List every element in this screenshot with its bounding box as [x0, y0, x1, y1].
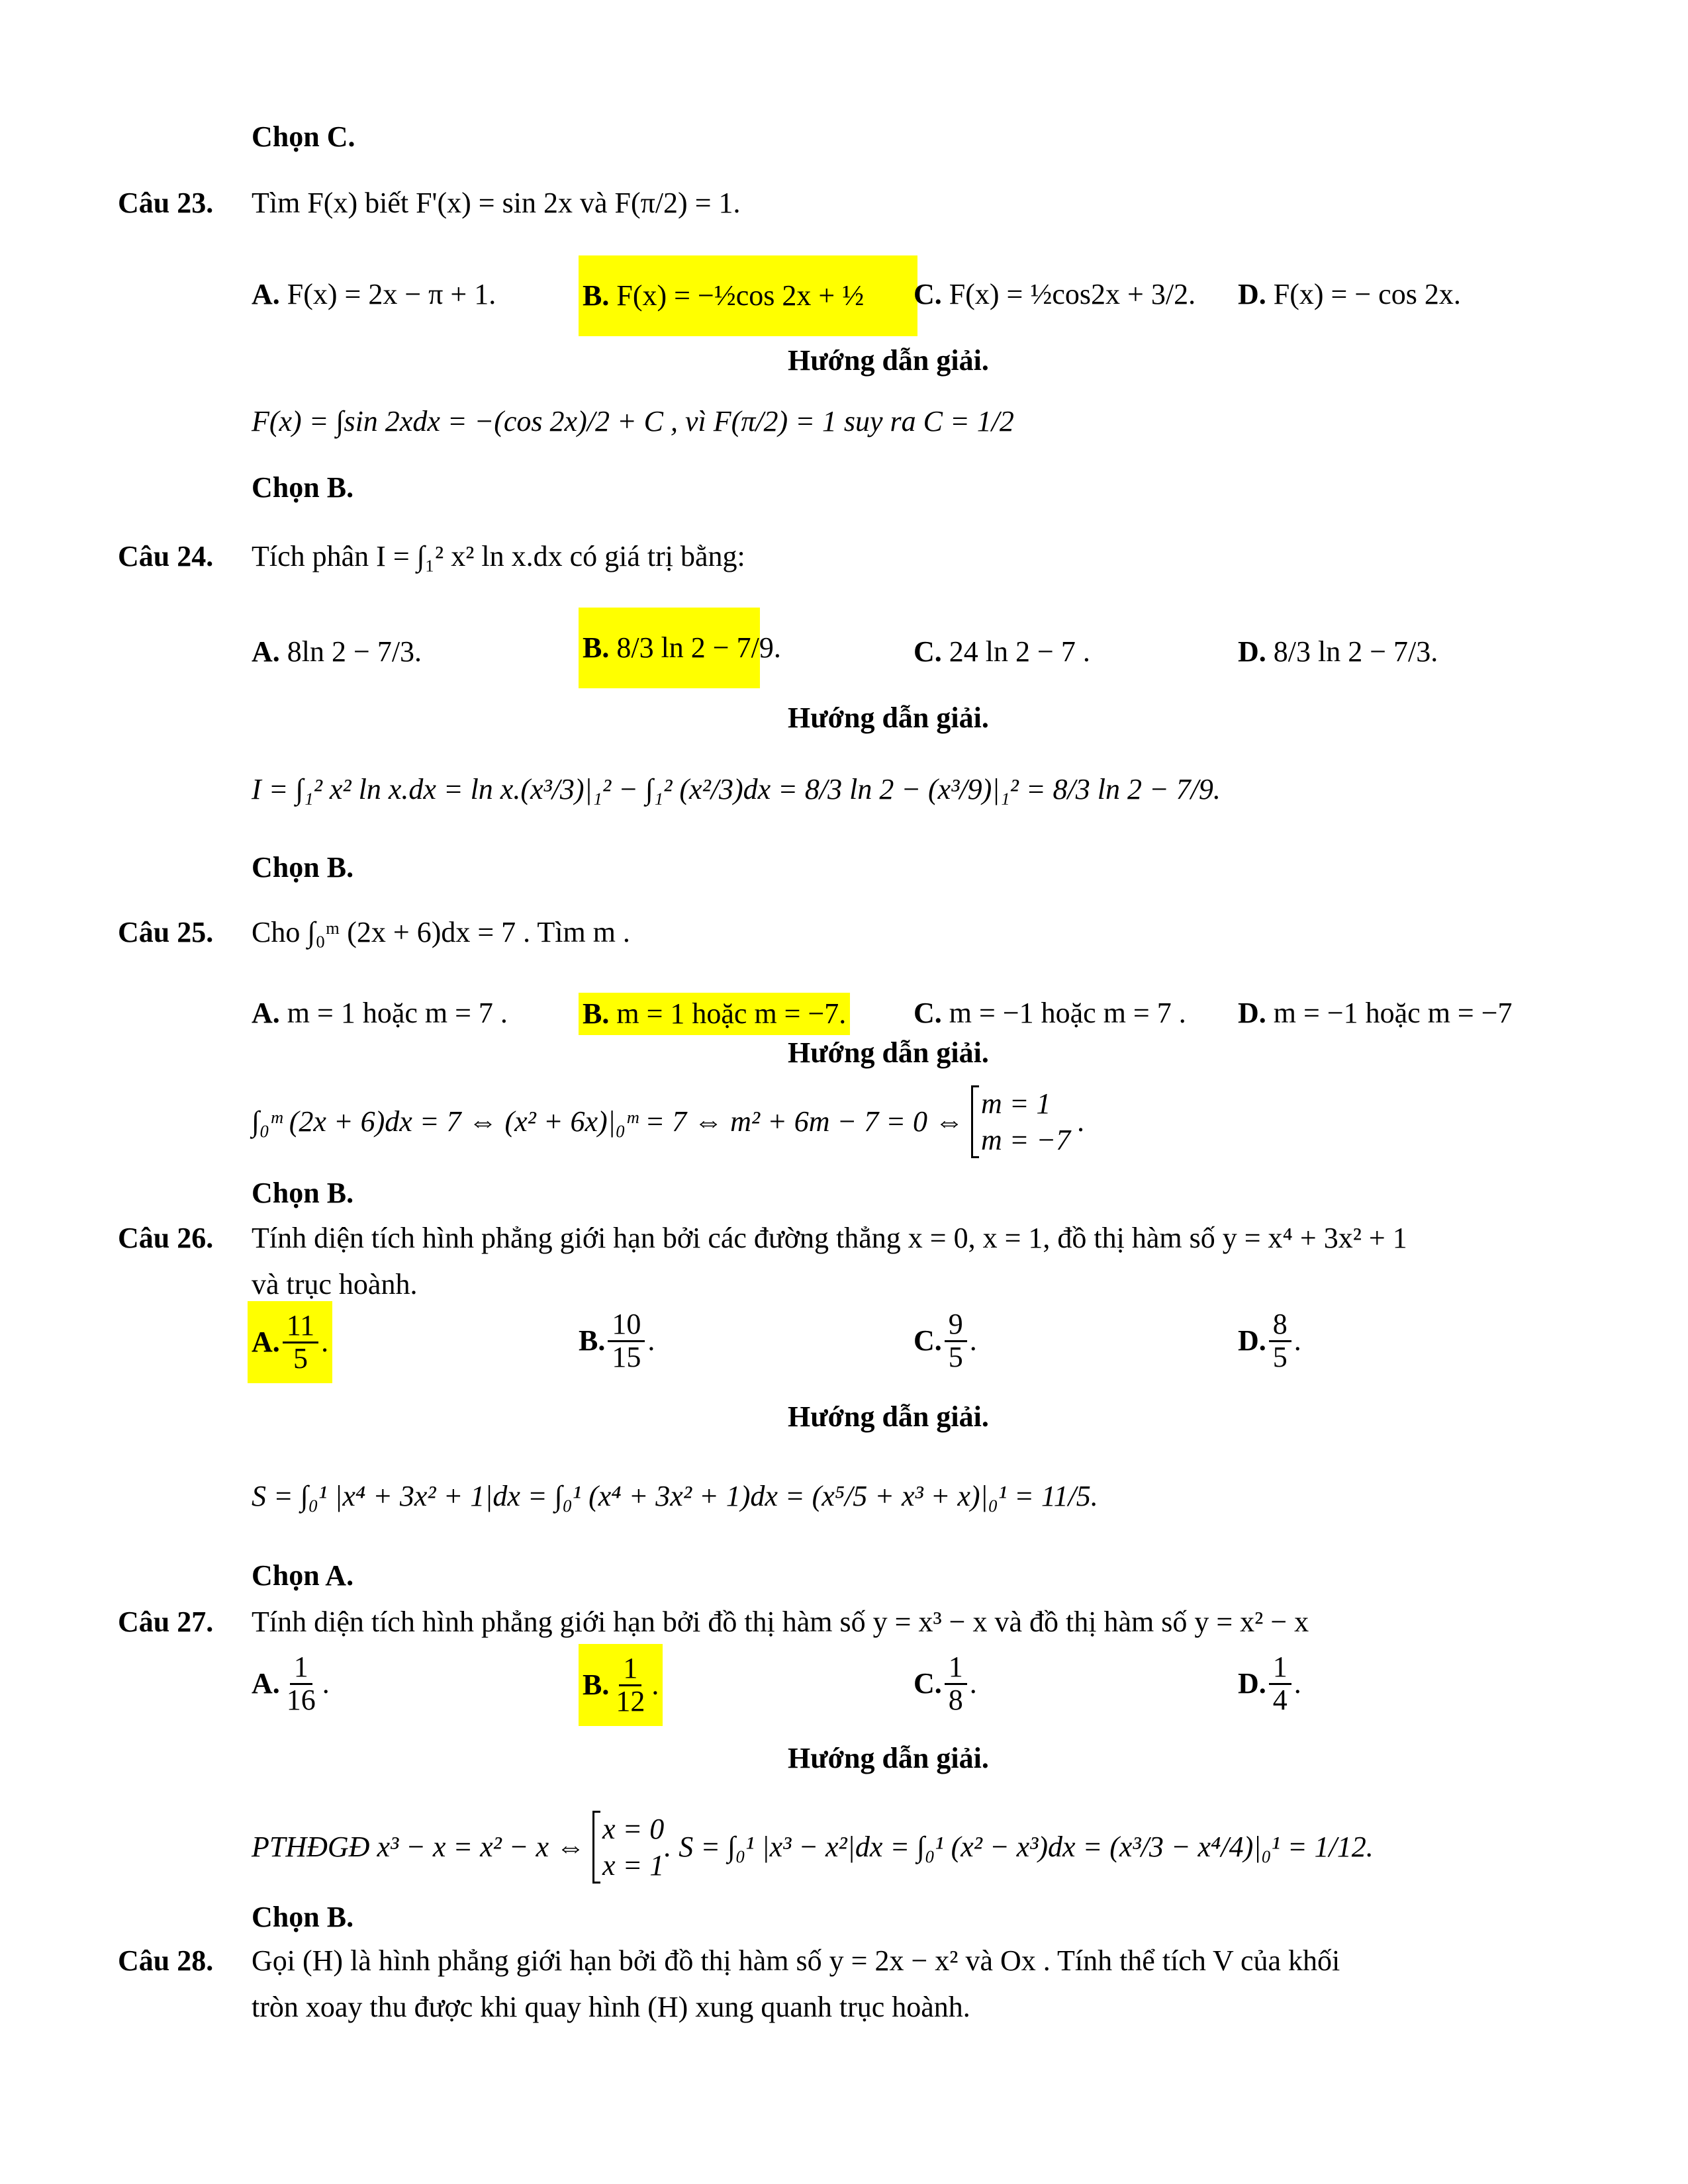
question-23-label: Câu 23. [118, 187, 214, 219]
q24-solution-title: Hướng dẫn giải. [788, 702, 989, 734]
q23-solution: F(x) = ∫sin 2xdx = −(cos 2x)/2 + C , vì F(π/2) = 1 suy ra C = 1/2 [252, 405, 1014, 437]
q27-case-1: x = 0 [602, 1813, 665, 1845]
question-25-stem: Cho ∫₀ᵐ (2x + 6)dx = 7 . Tìm m . [252, 916, 630, 948]
q26-option-a[interactable]: A. $\frac{11}{5}$ . [248, 1301, 332, 1383]
q26-solution-title: Hướng dẫn giải. [788, 1400, 989, 1433]
question-27-label: Câu 27. [118, 1606, 214, 1638]
q24-option-a-text: 8ln 2 − 7/3. [287, 635, 422, 668]
q27-solution [252, 1811, 1374, 1884]
q23-option-c[interactable]: C. F(x) = ½cos2x + 3/2. [914, 278, 1196, 310]
question-28-stem-cont: tròn xoay thu được khi quay hình (H) xung quanh trục hoành. [252, 1991, 970, 2023]
question-27-stem: Tính diện tích hình phẳng giới hạn bởi đồ thị hàm số y = x³ − x và đồ thị hàm số y = x² − x [252, 1606, 1309, 1638]
q27-option-c-fraction: $\frac{1}{8}$ [945, 1652, 967, 1715]
q25-case-1: m = 1 [980, 1087, 1051, 1120]
question-26-stem: Tính diện tích hình phẳng giới hạn bởi các đường thẳng x = 0, x = 1, đồ thị hàm số y = x⁴ + 3x² + 1 [252, 1222, 1407, 1254]
q26-option-c-fraction: $\frac{9}{5}$ [945, 1309, 967, 1372]
q26-answer: Chọn A. [252, 1559, 354, 1592]
q23-option-d-text: F(x) = − cos 2x. [1273, 278, 1461, 310]
q27-option-b-fraction: $\frac{1}{12}$ [616, 1652, 645, 1717]
previous-answer: Chọn C. [252, 120, 355, 153]
q27-answer: Chọn B. [252, 1901, 354, 1933]
question-24-label: Câu 24. [118, 540, 214, 572]
q25-option-a[interactable]: A. m = 1 hoặc m = 7 . [252, 997, 508, 1029]
q27-option-a-fraction: $\frac{1}{16}$ [286, 1651, 316, 1716]
question-26-stem-cont: và trục hoành. [252, 1268, 418, 1300]
q23-option-d[interactable]: D. F(x) = − cos 2x. [1238, 278, 1461, 310]
q23-option-a[interactable]: A. F(x) = 2x − π + 1. [252, 278, 496, 310]
q25-option-b[interactable]: B. m = 1 hoặc m = −7. [579, 993, 850, 1035]
q25-option-d[interactable]: D. m = −1 hoặc m = −7 [1238, 997, 1513, 1029]
q25-option-d-text: m = −1 hoặc m = −7 [1273, 997, 1513, 1029]
q26-option-a-fraction: $\frac{11}{5}$ [283, 1310, 318, 1373]
q25-solution-title: Hướng dẫn giải. [788, 1036, 989, 1069]
q24-option-d-text: 8/3 ln 2 − 7/3. [1273, 635, 1438, 668]
q27-option-c[interactable]: C. $\frac{1}{8}$ . [914, 1651, 977, 1716]
q27-option-d-fraction: $\frac{1}{4}$ [1269, 1652, 1291, 1715]
q26-option-b[interactable]: B. $\frac{10}{15}$ . [579, 1308, 655, 1373]
q26-option-c[interactable]: C. $\frac{9}{5}$ . [914, 1308, 977, 1373]
q27-solution-part-a: PTHĐGĐ x³ − x = x² − x ⇔ [252, 1830, 586, 1863]
q24-option-c-text: 24 ln 2 − 7 . [949, 635, 1090, 668]
question-28-label: Câu 28. [118, 1944, 214, 1977]
q23-option-b[interactable]: B. F(x) = −½cos 2x + ½ [579, 255, 917, 336]
q27-option-a[interactable]: A. $\frac{1}{16}$ . [252, 1651, 330, 1716]
q25-solution: ∫₀ᵐ (2x + 6)dx = 7 ⇔ (x² + 6x)|₀ᵐ = 7 ⇔ m² + 6m − 7 = 0 ⇔ m = 1 m = −7 . [252, 1085, 1085, 1158]
q25-case-2: m = −7 [980, 1124, 1071, 1156]
q24-answer: Chọn B. [252, 851, 354, 884]
q27-case-2: x = 1 [602, 1849, 665, 1882]
q23-solution-title: Hướng dẫn giải. [788, 344, 989, 377]
q27-solution-part-b: . S = ∫₀¹ |x³ − x²|dx = ∫₀¹ (x² − x³)dx = (x³/3 − x⁴/4)|₀¹ = 1/12. [664, 1830, 1374, 1863]
question-23-stem: Tìm F(x) biết F'(x) = sin 2x và F(π/2) = 1. [252, 187, 741, 219]
q26-solution: S = ∫₀¹ |x⁴ + 3x² + 1|dx = ∫₀¹ (x⁴ + 3x² + 1)dx = (x⁵/5 + x³ + x)|₀¹ = 11/5. [252, 1480, 1098, 1512]
question-25-label: Câu 25. [118, 916, 214, 948]
q23-option-a-text: F(x) = 2x − π + 1. [287, 278, 496, 310]
q25-answer: Chọn B. [252, 1177, 354, 1209]
q25-option-b-text: m = 1 hoặc m = −7. [616, 997, 847, 1030]
q23-option-c-text: F(x) = ½cos2x + 3/2. [949, 278, 1196, 310]
q24-option-b-text: 8/3 ln 2 − 7/9. [616, 631, 781, 664]
question-26-label: Câu 26. [118, 1222, 214, 1254]
q23-option-b-text: F(x) = −½cos 2x + ½ [616, 279, 865, 312]
q27-option-b[interactable]: B. $\frac{1}{12}$ . [579, 1644, 663, 1726]
q23-answer: Chọn B. [252, 471, 354, 504]
q26-option-d-fraction: $\frac{8}{5}$ [1269, 1309, 1291, 1372]
q27-solution-cases [592, 1811, 664, 1884]
question-24-stem: Tích phân I = ∫₁² x² ln x.dx có giá trị bằng: [252, 540, 745, 572]
q25-solution-text: ∫₀ᵐ (2x + 6)dx = 7 ⇔ (x² + 6x)|₀ᵐ = 7 ⇔ m² + 6m − 7 = 0 ⇔ [252, 1105, 964, 1138]
q26-option-d[interactable]: D. $\frac{8}{5}$ . [1238, 1308, 1301, 1373]
q24-option-d[interactable]: D. 8/3 ln 2 − 7/3. [1238, 635, 1438, 668]
q25-solution-cases [971, 1085, 1070, 1158]
q25-option-c[interactable]: C. m = −1 hoặc m = 7 . [914, 997, 1186, 1029]
question-28-stem: Gọi (H) là hình phẳng giới hạn bởi đồ thị hàm số y = 2x − x² và Ox . Tính thể tích V của khối [252, 1944, 1340, 1977]
q26-option-b-fraction: $\frac{10}{15}$ [608, 1309, 645, 1372]
q24-option-a[interactable]: A. 8ln 2 − 7/3. [252, 635, 422, 668]
q25-option-a-text: m = 1 hoặc m = 7 . [287, 997, 508, 1029]
q24-option-b[interactable]: B. 8/3 ln 2 − 7/9. [579, 608, 760, 688]
q27-solution-title: Hướng dẫn giải. [788, 1742, 989, 1774]
q24-option-c[interactable]: C. 24 ln 2 − 7 . [914, 635, 1090, 668]
q27-option-d[interactable]: D. $\frac{1}{4}$ . [1238, 1651, 1301, 1716]
q24-solution: I = ∫₁² x² ln x.dx = ln x.(x³/3)|₁² − ∫₁² (x²/3)dx = 8/3 ln 2 − (x³/9)|₁² = 8/3 ln 2 − 7/9. [252, 773, 1221, 805]
q25-option-c-text: m = −1 hoặc m = 7 . [949, 997, 1186, 1029]
